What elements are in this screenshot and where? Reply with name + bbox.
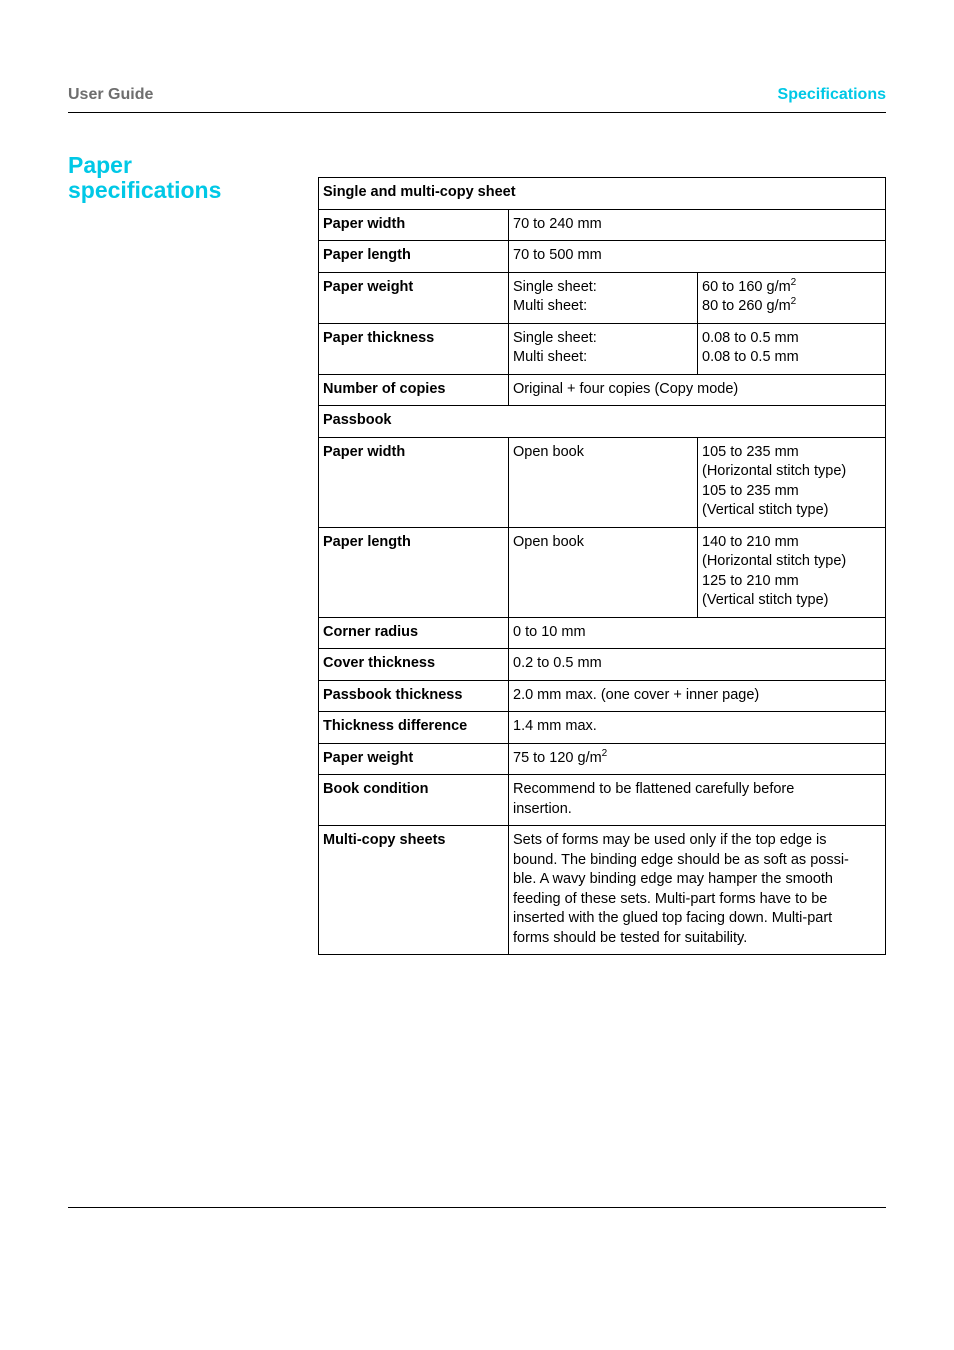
- row-sublabel: Open book: [509, 437, 698, 527]
- value-text: 80 to 260 g/m: [702, 298, 791, 314]
- row-label: Paper width: [319, 437, 509, 527]
- table-row: [319, 272, 886, 323]
- row-label: Corner radius: [319, 617, 509, 649]
- row-value: 70 to 500 mm: [509, 241, 886, 273]
- row-value: [698, 272, 886, 323]
- row-label: Paper length: [319, 241, 509, 273]
- table-row: [319, 649, 886, 681]
- sublabel-multi: Multi sheet:: [513, 349, 588, 365]
- value-multi: [702, 297, 881, 317]
- superscript: 2: [790, 276, 797, 288]
- table-row: [319, 617, 886, 649]
- value-multi: 0.08 to 0.5 mm: [702, 349, 799, 365]
- row-value: 1.4 mm max.: [509, 712, 886, 744]
- row-value: 105 to 235 mm (Horizontal stitch type) 105 to 235 mm (Vertical stitch type): [698, 437, 886, 527]
- sublabel-multi: Multi sheet:: [513, 298, 588, 314]
- row-label: Paper weight: [319, 743, 509, 775]
- superscript: 2: [601, 747, 608, 759]
- row-label: Multi-copy sheets: [319, 826, 509, 955]
- row-value: 0 to 10 mm: [509, 617, 886, 649]
- section-heading-single-multi: Single and multi-copy sheet: [319, 178, 886, 210]
- value-text: 75 to 120 g/m: [513, 749, 602, 766]
- row-label: Paper width: [319, 209, 509, 241]
- row-value: [698, 323, 886, 374]
- table-row: [319, 323, 886, 374]
- row-label: Paper weight: [319, 272, 509, 323]
- row-value: Original + four copies (Copy mode): [509, 374, 886, 406]
- table-row: [319, 437, 886, 527]
- header-user-guide: User Guide: [68, 86, 154, 103]
- row-value: 2.0 mm max. (one cover + inner page): [509, 680, 886, 712]
- table-row: [319, 527, 886, 617]
- table-section-row: [319, 178, 886, 210]
- table-row: [319, 680, 886, 712]
- header-divider: [68, 112, 886, 113]
- row-value: 0.2 to 0.5 mm: [509, 649, 886, 681]
- row-label: Cover thickness: [319, 649, 509, 681]
- row-value: 140 to 210 mm (Horizontal stitch type) 125 to 210 mm (Vertical stitch type): [698, 527, 886, 617]
- row-label: Thickness difference: [319, 712, 509, 744]
- row-value: Recommend to be flattened carefully before insertion.: [509, 775, 886, 826]
- sublabel-single: Single sheet:: [513, 329, 597, 346]
- row-label: Number of copies: [319, 374, 509, 406]
- table-row: [319, 241, 886, 273]
- row-value: [509, 743, 886, 775]
- paper-specifications-table: [318, 177, 886, 955]
- footer-divider: [68, 1207, 886, 1208]
- table-row: [319, 775, 886, 826]
- table-row: [319, 209, 886, 241]
- value-text: 60 to 160 g/m: [702, 278, 791, 295]
- row-label: Paper length: [319, 527, 509, 617]
- value-single: 0.08 to 0.5 mm: [702, 329, 799, 346]
- row-sublabel: [509, 323, 698, 374]
- row-label: Book condition: [319, 775, 509, 826]
- table-row: [319, 826, 886, 955]
- sublabel-single: Single sheet:: [513, 278, 597, 295]
- row-sublabel: Open book: [509, 527, 698, 617]
- value-single: [702, 278, 881, 298]
- table-row: [319, 712, 886, 744]
- page-title: Paper specifications: [68, 152, 222, 203]
- table-row: [319, 374, 886, 406]
- section-heading-passbook: Passbook: [319, 406, 886, 438]
- row-sublabel: [509, 272, 698, 323]
- row-label: Paper thickness: [319, 323, 509, 374]
- table-section-row: [319, 406, 886, 438]
- row-value: 70 to 240 mm: [509, 209, 886, 241]
- superscript: 2: [790, 296, 797, 308]
- row-label: Passbook thickness: [319, 680, 509, 712]
- row-value: Sets of forms may be used only if the top edge is bound. The binding edge should be as soft as possi- ble. A wavy binding edge may hamper the smooth feeding of these sets. Multi-part forms have to be inserted with the glued top facing down. Multi-part forms should be tested for suitability.: [509, 826, 886, 955]
- table-row: [319, 743, 886, 775]
- header-section-name: Specifications: [777, 86, 886, 103]
